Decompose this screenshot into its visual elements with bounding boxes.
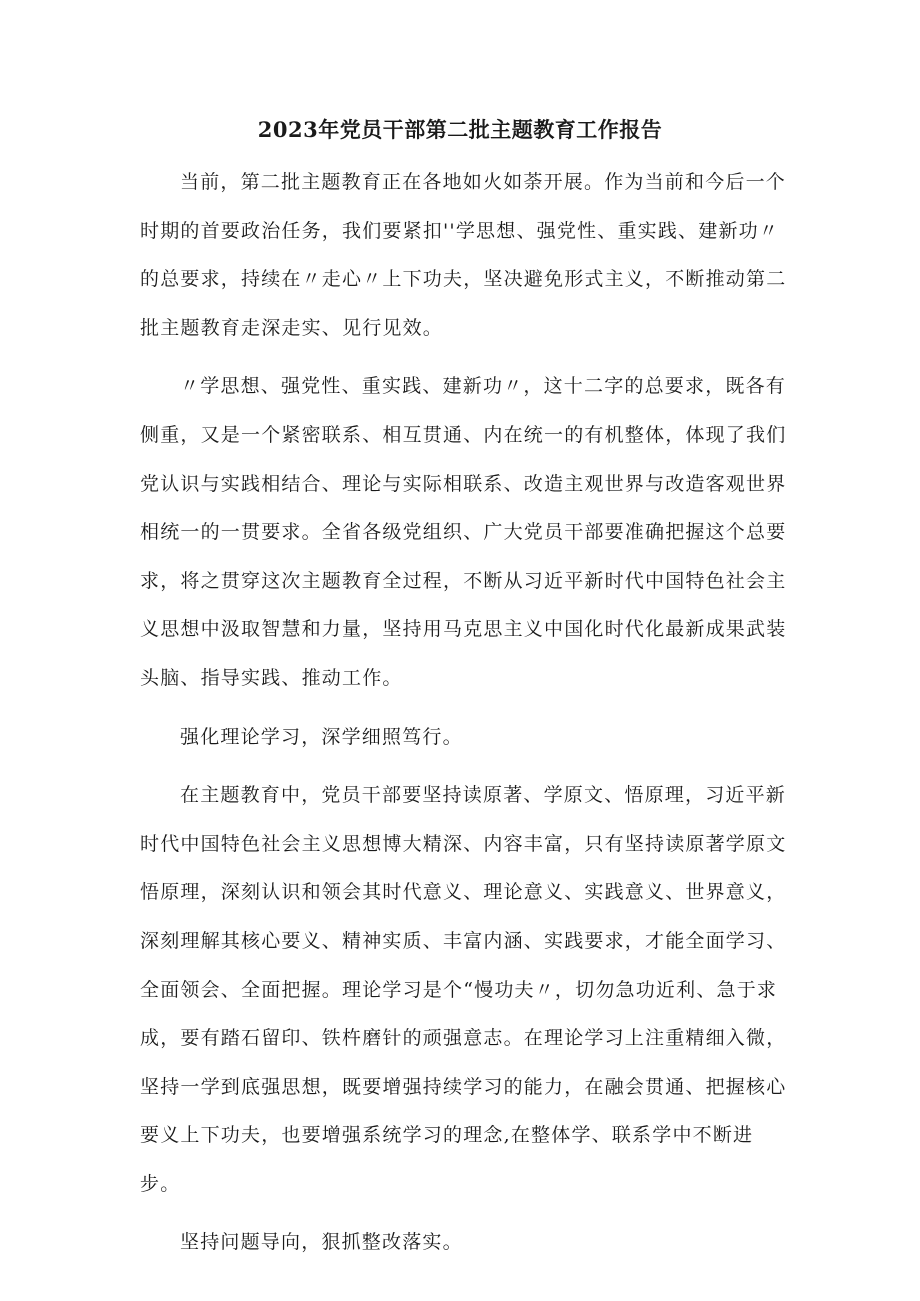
paragraph-requirements: 〃学思想、强党性、重实践、建新功〃，这十二字的总要求，既各有侧重，又是一个紧密联系、相互贯通、内在统一的有机整体，体现了我们党认识与实践相结合、理论与实际相联系、改造主观世界与改造客观世界相统一的一贯要求。全省各级党组织、广大党员干部要准确把握这个总要求，将之贯穿这次主题教育全过程，不断从习近平新时代中国特色社会主义思想中汲取智慧和力量，坚持用马克思主义中国化时代化最新成果武装头脑、指导实践、推动工作。 (140, 375, 787, 689)
document-body (140, 158, 790, 1267)
section-heading-theory-study: 强化理论学习，深学细照笃行。 (180, 725, 463, 748)
section-heading-problem-oriented: 坚持问题导向，狠抓整改落实。 (180, 1231, 463, 1254)
paragraph-intro: 当前，第二批主题教育正在各地如火如荼开展。作为当前和今后一个时期的首要政治任务，我们要紧扣''学思想、强党性、重实践、建新功〃的总要求，持续在〃走心〃上下功夫，坚决避免形式主义，不断推动第二批主题教育走深走实、见行见效。 (140, 171, 787, 339)
paragraph-theory-study: 在主题教育中，党员干部要坚持读原著、学原文、悟原理，习近平新时代中国特色社会主义思想博大精深、内容丰富，只有坚持读原著学原文悟原理，深刻认识和领会其时代意义、理论意义、实践意义、世界意义，深刻理解其核心要义、精神实质、丰富内涵、实践要求，才能全面学习、全面领会、全面把握。理论学习是个“慢功夫〃，切勿急功近利、急于求成，要有踏石留印、铁杵磨针的顽强意志。在理论学习上注重精细入微，坚持一学到底强思想，既要增强持续学习的能力，在融会贯通、把握核心要义上下功夫，也要增强系统学习的理念,在整体学、联系学中不断进步。 (140, 784, 787, 1195)
document-title: 2023年党员干部第二批主题教育工作报告 (257, 117, 663, 142)
